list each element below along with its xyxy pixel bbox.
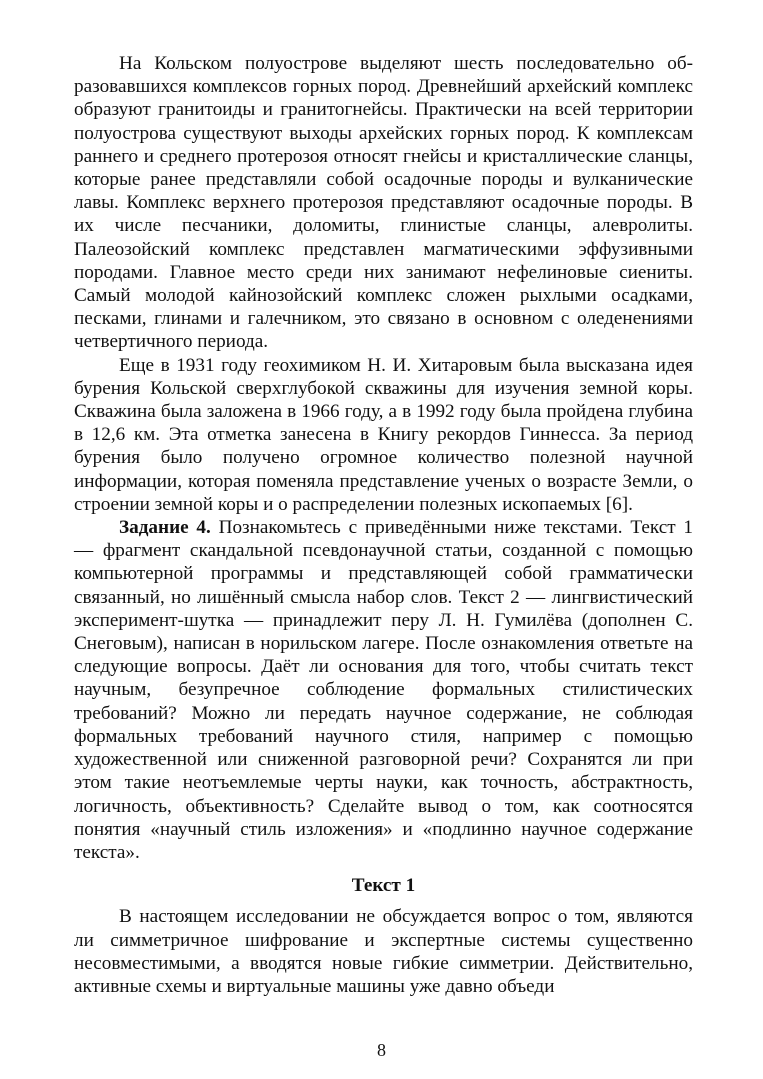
- task-text: Познакомьтесь с приведёнными ниже текстами. Текст 1 — фрагмент скандальной псевдонаучной статьи, созданной с помощью компьютерной программы и представляющей собой грамматически связанный, но лишённый смысла набор слов. Текст 2 — лингвистический эксперимент-шутка — принадлежит перу Л. Н. Гумилёва (дополнен С. Снеговым), написан в норильском лагере. После ознакомления ответьте на следующие вопросы. Даёт ли основания для того, чтобы считать текст научным, безупречное соблюдение формальных стилистических требований? Можно ли передать научное содержание, не соблюдая формальных требований научного стиля, например с помощью художественной или сниженной разговорной речи? Сохранятся ли при этом такие неотъемлемые черты науки, как точность, абстрактность, логичность, объективность? Сделайте вывод о том, как соотносятся понятия «научный стиль изложения» и «подлинно научное содержание текста».: [74, 517, 693, 863]
- paragraph-text-1: В настоящем исследовании не обсуждается вопрос о том, являются ли симметричное шифрование и экспертные системы существенно несовместимыми, а вводятся новые гибкие симметрии. Действительно, активные схемы и виртуальные машины уже давно объеди: [74, 906, 693, 997]
- paragraph-kola-geology: На Кольском полуострове выделяют шесть последовательно образовавшихся комплексов горных пород. Древнейший архейский комплекс образуют гранитоиды и гранитогнейсы. Практически на всей территории полуострова существуют выходы архейских горных пород. К комплексам раннего и среднего протерозоя относят гнейсы и кристаллические сланцы, которые ранее представляли собой осадочные породы и вулканические лавы. Комплекс верхнего протерозоя представляют осадочные породы. В их числе песчаники, доломиты, глинистые сланцы, алевролиты. Палеозойский комплекс представлен магматическими эффузивными породами. Главное место среди них занимают нефелиновые сиениты. Самый молодой кайнозойский комплекс сложен рыхлыми осадками, песками, глинами и галечником, это связано в основном с оледенениями четвертичного периода.: [74, 53, 693, 353]
- section-heading-text-1: Текст 1: [351, 875, 416, 897]
- task-label: Задание 4.: [119, 517, 211, 539]
- task-4-paragraph: [74, 516, 693, 864]
- paragraph-superdeep-borehole: Еще в 1931 году геохимиком Н. И. Хитаровым была высказана идея бурения Кольской сверхглубокой скважины для изучения земной коры. Скважина была заложена в 1966 году, а в 1992 году была пройдена глубина в 12,6 км. Эта отметка занесена в Книгу рекордов Гиннесса. За период бурения было получено огромное количество полезной научной информации, которая поменяла представление ученых о возрасте Земли, о строении земной коры и о распределении полезных ископаемых [6].: [74, 354, 693, 515]
- page-body: [74, 52, 693, 998]
- page-number: 8: [377, 1040, 386, 1060]
